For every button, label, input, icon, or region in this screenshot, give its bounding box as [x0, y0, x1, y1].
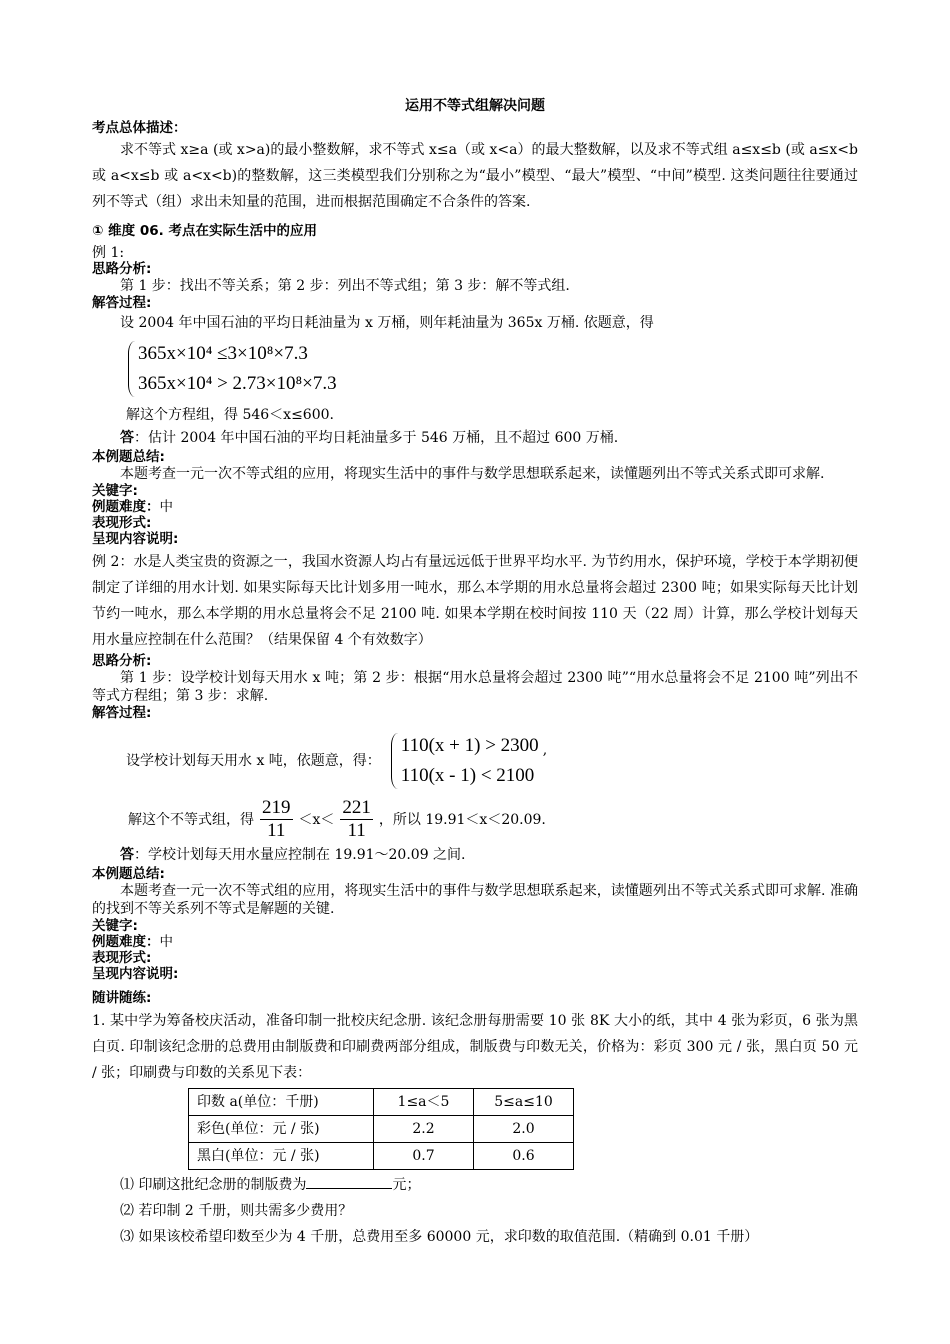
- answer-label: 答: [120, 430, 134, 446]
- inequality-2-1: 110(x + 1) > 2300: [400, 735, 539, 756]
- question-2: ⑵ 若印制 2 千册，则共需多少费用？: [120, 1203, 353, 1219]
- question-1: [120, 1172, 858, 1198]
- example-1-analysis: 第 1 步：找出不等关系；第 2 步：列出不等式组；第 3 步：解不等式组.: [120, 278, 570, 294]
- practice-problem: 1. 某中学为筹备校庆活动，准备印制一批校庆纪念册. 该纪念册每册需要 10 张 8K 大小的纸，其中 4 张为彩页，6 张为黑白页. 印制该纪念册的总费用由制版费和印刷费两部分组成，制版费与印数无关，价格为：彩页 300 元 / 张，黑白页 50 元 / 张；印刷费与印数的关系见下表：: [92, 1013, 858, 1081]
- example-1-label: 例 1:: [92, 245, 125, 261]
- page-title: 运用不等式组解决问题: [405, 98, 545, 114]
- table-cell: 2.0: [474, 1116, 574, 1143]
- example-2-solution-heading: 解答过程:: [92, 705, 152, 721]
- example-1-keywords: 关键字:: [92, 483, 138, 499]
- solve-suffix: ，所以 19.91＜x＜20.09.: [378, 811, 546, 828]
- difficulty-label: 例题难度：: [92, 499, 160, 515]
- difficulty-value-2: 中: [159, 934, 173, 950]
- question-1-prefix: ⑴ 印刷这批纪念册的制版费为: [120, 1177, 307, 1193]
- example-1-form: 表现形式:: [92, 515, 152, 531]
- table-cell: 0.6: [474, 1143, 574, 1170]
- example-1: [92, 245, 858, 547]
- example-1-solution-heading: 解答过程:: [92, 295, 152, 311]
- inequality-system: [126, 339, 337, 399]
- fraction-lower-denominator: 11: [267, 820, 286, 841]
- inequality-2-2: 110(x - 1) < 2100: [400, 765, 535, 786]
- difficulty-value: 中: [159, 499, 173, 515]
- example-2-difficulty: [92, 934, 858, 950]
- example-2-analysis-heading: 思路分析:: [92, 653, 152, 669]
- example-2-summary-heading: 本例题总结:: [92, 866, 165, 882]
- fraction-upper: [340, 797, 373, 842]
- price-table: [188, 1088, 574, 1170]
- table-row: [189, 1143, 574, 1170]
- fraction-lower-numerator: 219: [262, 797, 291, 818]
- fraction-upper-denominator: 11: [347, 820, 366, 841]
- inequality-system-2: [389, 731, 539, 791]
- example-1-system: [126, 339, 858, 399]
- inequality-2: 365x×10⁴ > 2.73×10⁸×7.3: [138, 373, 337, 394]
- example-1-setup: 设 2004 年中国石油的平均日耗油量为 x 万桶，则年耗油量为 365x 万桶. 依题意，得: [120, 315, 654, 331]
- table-cell: 1≤a＜5: [374, 1089, 474, 1116]
- example-2-form: 表现形式:: [92, 950, 152, 966]
- difficulty-label-2: 例题难度：: [92, 934, 160, 950]
- example-2-keywords: 关键字:: [92, 918, 138, 934]
- fraction-lower: [260, 797, 293, 842]
- example-1-analysis-heading: 思路分析:: [92, 261, 152, 277]
- system-comma: ,: [542, 742, 548, 758]
- example-1-difficulty: [92, 499, 858, 515]
- table-cell: 0.7: [374, 1143, 474, 1170]
- example-1-solve: 解这个方程组，得 546＜x≤600.: [126, 407, 334, 423]
- practice-heading: 随讲随练:: [92, 990, 152, 1006]
- example-2-analysis: 第 1 步：设学校计划每天用水 x 吨；第 2 步：根据“用水总量将会超过 2300 吨”“用水总量将会不足 2100 吨”列出不等式方程组；第 3 步：求解.: [92, 670, 858, 704]
- answer-text: ：估计 2004 年中国石油的平均日耗油量多于 546 万桶，且不超过 600 万桶.: [134, 430, 619, 446]
- question-3: ⑶ 如果该校希望印数至少为 4 千册，总费用至多 60000 元，求印数的取值范围.（精确到 0.01 千册）: [120, 1229, 759, 1245]
- inequality-1: 365x×10⁴ ≤3×10⁸×7.3: [138, 343, 308, 364]
- practice-section: [92, 988, 858, 1250]
- practice-questions: [92, 1172, 858, 1250]
- example-2-system: [126, 731, 858, 791]
- table-cell: 2.2: [374, 1116, 474, 1143]
- example-2-setup: 设学校计划每天用水 x 吨，依题意，得：: [126, 753, 381, 769]
- fraction-upper-numerator: 221: [342, 797, 371, 818]
- overview-text: 求不等式 x≥a (或 x>a)的最小整数解，求不等式 x≤a（或 x<a）的最大整数解，以及求不等式组 a≤x≤b (或 a≤x<b 或 a<x≤b 或 a<x<b)的整数解，这三类模型我们分别称之为“最小”模型、“最大”模型、“中间”模型. 这类问题往往要通过列不等式（组）求出未知量的范围，进而根据范围确定不合条件的答案.: [92, 142, 858, 210]
- example-2-summary: 本题考查一元一次不等式组的应用，将现实生活中的事件与数学思想联系起来，读懂题列出不等式关系式即可求解. 准确的找到不等关系列不等式是解题的关键.: [92, 883, 858, 917]
- example-1-summary: 本题考查一元一次不等式组的应用，将现实生活中的事件与数学思想联系起来，读懂题列出不等式关系式即可求解.: [120, 466, 825, 482]
- table-cell: 黑白(单位：元 / 张): [189, 1143, 374, 1170]
- example-2-problem: 例 2：水是人类宝贵的资源之一，我国水资源人均占有量远远低于世界平均水平. 为节约用水，保护环境，学校于本学期初便制定了详细的用水计划. 如果实际每天比计划多用一吨水，那么本学期的用水总量将会超过 2300 吨；如果实际每天比计划节约一吨水，那么本学期的用水总量将会不足 2100 吨. 如果本学期在校时间按 110 天（22 周）计算，那么学校计划每天用水量应控制在什么范围？（结果保留 4 个有效数字）: [92, 554, 858, 648]
- table-row: [189, 1116, 574, 1143]
- solve-mid: ＜x＜: [298, 811, 335, 828]
- answer-label-2: 答: [120, 847, 134, 863]
- example-2: [92, 549, 858, 982]
- example-1-answer: [92, 427, 858, 449]
- table-header-row: [189, 1089, 574, 1116]
- dimension-heading: ① 维度 06. 考点在实际生活中的应用: [92, 223, 317, 239]
- table-cell: 印数 a(单位：千册): [189, 1089, 374, 1116]
- answer-text-2: ：学校计划每天用水量应控制在 19.91～20.09 之间.: [134, 847, 466, 863]
- table-cell: 5≤a≤10: [474, 1089, 574, 1116]
- example-2-answer: [92, 844, 858, 866]
- table-cell: 彩色(单位：元 / 张): [189, 1116, 374, 1143]
- example-1-summary-heading: 本例题总结:: [92, 449, 165, 465]
- example-1-content: 呈现内容说明:: [92, 531, 179, 547]
- question-1-suffix: 元；: [392, 1177, 421, 1193]
- example-2-solve: [128, 797, 858, 842]
- example-2-content: 呈现内容说明:: [92, 966, 179, 982]
- solve-prefix: 解这个不等式组，得: [128, 811, 254, 828]
- answer-blank: [306, 1174, 392, 1189]
- overview-heading: 考点总体描述：: [92, 120, 187, 136]
